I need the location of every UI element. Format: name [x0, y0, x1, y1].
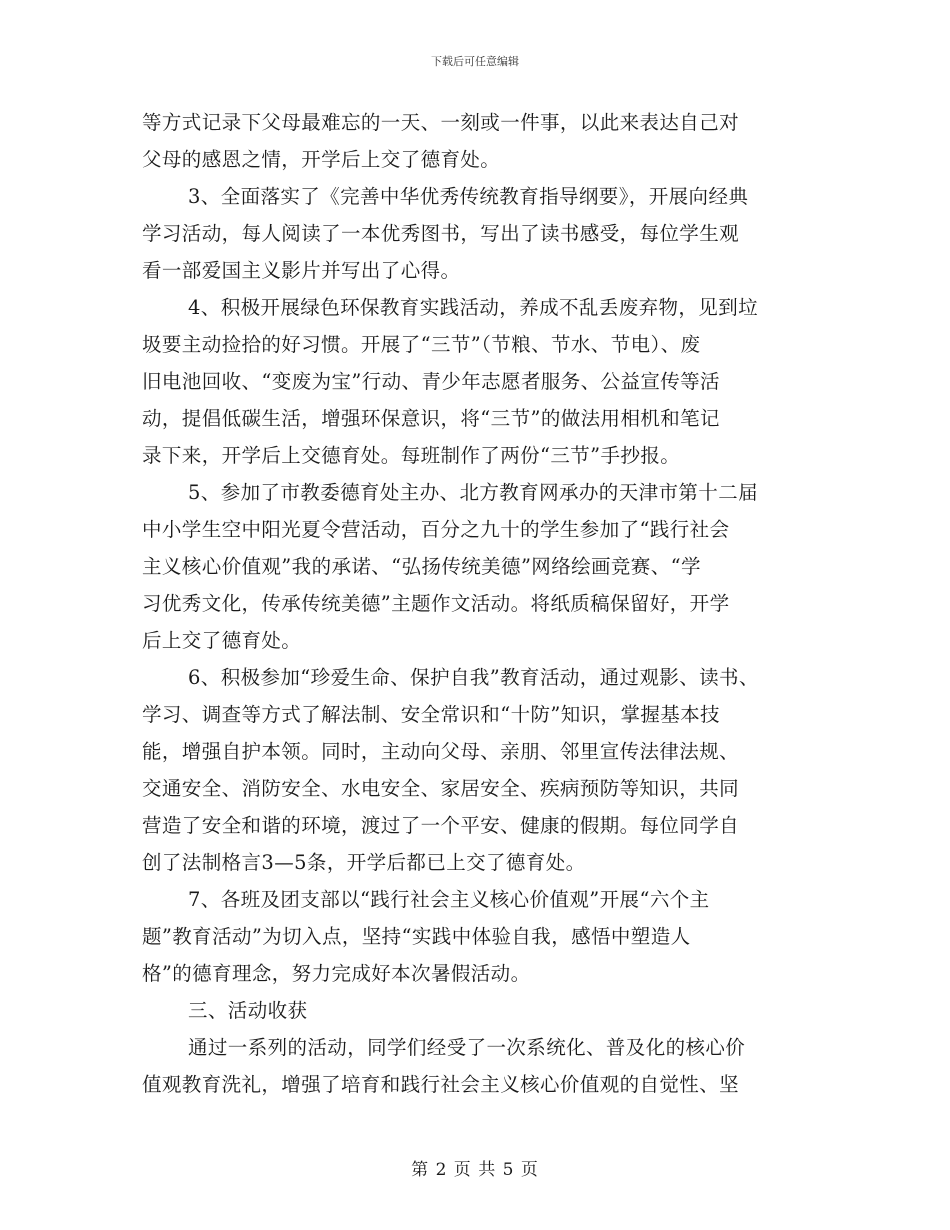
- text-line: 等方式记录下父母最难忘的一天、一刻或一件事，以此来表达自己对: [142, 111, 740, 134]
- text-line: 主义核心价值观”我的承诺、“弘扬传统美德”网络绘画竞赛、“学: [142, 555, 701, 578]
- text-line: 看一部爱国主义影片并写出了心得。: [142, 259, 461, 282]
- text-line: 值观教育洗礼，增强了培育和践行社会主义核心价值观的自觉性、坚: [142, 1073, 740, 1096]
- text-line: 题”教育活动”为切入点，坚持“实践中体验自我，感悟中塑造人: [142, 925, 691, 948]
- text-line: 创了法制格言3—5条，开学后都已上交了德育处。: [142, 851, 586, 874]
- paragraph-start: 4、积极开展绿色环保教育实践活动，养成不乱丢废弃物，见到垃: [188, 296, 759, 319]
- page-header: 下载后可任意编辑: [431, 55, 519, 68]
- text-line: 录下来，开学后上交德育处。每班制作了两份“三节”手抄报。: [142, 444, 681, 467]
- paragraph-start: 3、全面落实了《完善中华优秀传统教育指导纲要》，开展向经典: [188, 185, 749, 208]
- text-line: 营造了安全和谐的环境，渡过了一个平安、健康的假期。每位同学自: [142, 814, 740, 837]
- page-footer: 第 2 页 共 5 页: [411, 1160, 539, 1180]
- text-line: 旧电池回收、“变废为宝”行动、青少年志愿者服务、公益宣传等活: [142, 370, 720, 393]
- text-line: 父母的感恩之情，开学后上交了德育处。: [142, 148, 501, 171]
- text-line: 学习、调查等方式了解法制、安全常识和“十防”知识，掌握基本技: [142, 703, 720, 726]
- text-line: 中小学生空中阳光夏令营活动，百分之九十的学生参加了“践行社会: [142, 518, 730, 541]
- text-line: 后上交了德育处。: [142, 629, 302, 652]
- text-line: 习优秀文化，传承传统美德”主题作文活动。将纸质稿保留好，开学: [142, 592, 730, 615]
- paragraph-start: 通过一系列的活动，同学们经受了一次系统化、普及化的核心价: [188, 1036, 746, 1059]
- section-heading: 三、活动收获: [188, 999, 308, 1022]
- paragraph-start: 7、各班及团支部以“践行社会主义核心价值观”开展“六个主: [188, 888, 710, 911]
- paragraph-start: 6、积极参加“珍爱生命、保护自我”教育活动，通过观影、读书、: [188, 666, 759, 689]
- paragraph-start: 5、参加了市教委德育处主办、北方教育网承办的天津市第十二届: [188, 481, 759, 504]
- text-line: 动，提倡低碳生活，增强环保意识，将“三节”的做法用相机和笔记: [142, 407, 720, 430]
- text-line: 学习活动，每人阅读了一本优秀图书，写出了读书感受，每位学生观: [142, 222, 740, 245]
- text-line: 能，增强自护本领。同时，主动向父母、亲朋、邻里宣传法律法规、: [142, 740, 740, 763]
- text-line: 圾要主动捡拾的好习惯。开展了“三节”（节粮、节水、节电）、废: [142, 333, 701, 356]
- text-line: 交通安全、消防安全、水电安全、家居安全、疾病预防等知识，共同: [142, 777, 740, 800]
- document-body: [142, 104, 822, 1103]
- text-line: 格”的德育理念，努力完成好本次暑假活动。: [142, 962, 531, 985]
